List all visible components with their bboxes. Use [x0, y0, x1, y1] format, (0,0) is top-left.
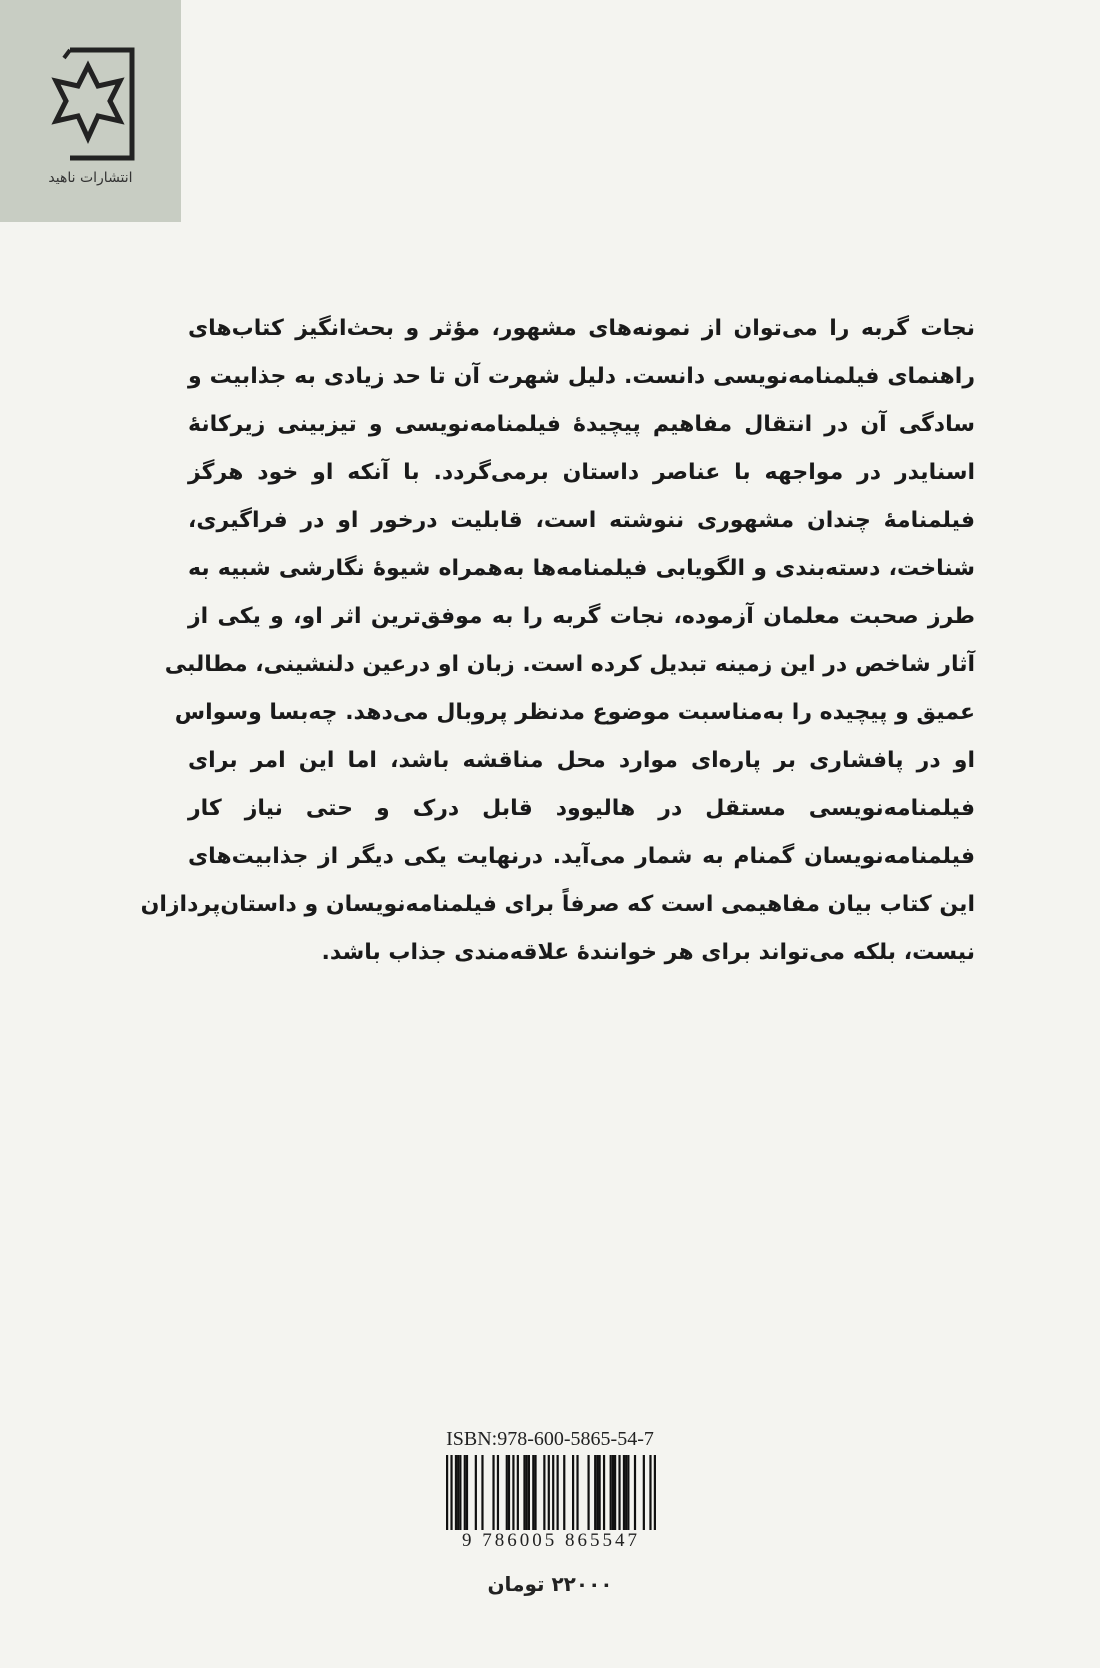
blurb-line: عمیق و پیچیده را به‌مناسبت موضوع مدنظر پروبال می‌دهد. چه‌بسا وسواس [174, 700, 975, 725]
blurb-line: این کتاب بیان مفاهیمی است که صرفاً برای فیلمنامه‌نویسان و داستان‌پردازان [140, 892, 975, 917]
blurb-line: آثار شاخص در این زمینه تبدیل کرده است. زبان او درعین دلنشینی، مطالبی [164, 652, 975, 677]
blurb-line: او در پافشاری بر پاره‌ای موارد محل مناقشه باشد، اما این امر برای [188, 748, 975, 773]
blurb-line: راهنمای فیلمنامه‌نویسی دانست. دلیل شهرت آن تا حد زیادی به جذابیت و [188, 364, 975, 389]
blurb-line: فیلمنامه‌نویسی مستقل در هالیوود قابل درک و حتی نیاز کار [188, 796, 975, 821]
isbn-label: ISBN:978-600-5865-54-7 [446, 1428, 654, 1450]
publisher-logo-icon [38, 46, 138, 166]
blurb-line: شناخت، دسته‌بندی و الگویابی فیلمنامه‌ها به‌همراه شیوهٔ نگارشی شبیه به [188, 556, 975, 581]
publisher-logo-panel [0, 0, 181, 222]
blurb-line: فیلمنامه‌نویسان گمنام به شمار می‌آید. درنهایت یکی دیگر از جذابیت‌های [188, 844, 975, 869]
blurb-line: طرز صحبت معلمان آزموده، نجات گربه را به موفق‌ترین اثر او، و یکی از [188, 604, 975, 629]
publisher-name: انتشارات ناهید [48, 170, 133, 186]
blurb-line: فیلمنامهٔ چندان مشهوری ننوشته است، قابلیت درخور او در فراگیری، [188, 508, 975, 533]
price-label: ۲۲۰۰۰ تومان [487, 1572, 613, 1596]
blurb-line: نجات گربه را می‌توان از نمونه‌های مشهور، مؤثر و بحث‌انگیز کتاب‌های [188, 316, 975, 341]
back-cover-blurb [140, 305, 975, 977]
blurb-line: اسنایدر در مواجهه با عناصر داستان برمی‌گردد. با آنکه او خود هرگز [188, 460, 975, 485]
blurb-line: سادگی آن در انتقال مفاهیم پیچیدهٔ فیلمنامه‌نویسی و تیزبینی زیرکانهٔ [188, 412, 975, 437]
barcode-digits: 9 786005 865547 [440, 1530, 662, 1552]
blurb-line: نیست، بلکه می‌تواند برای هر خوانندهٔ علاقه‌مندی جذاب باشد. [321, 940, 975, 965]
